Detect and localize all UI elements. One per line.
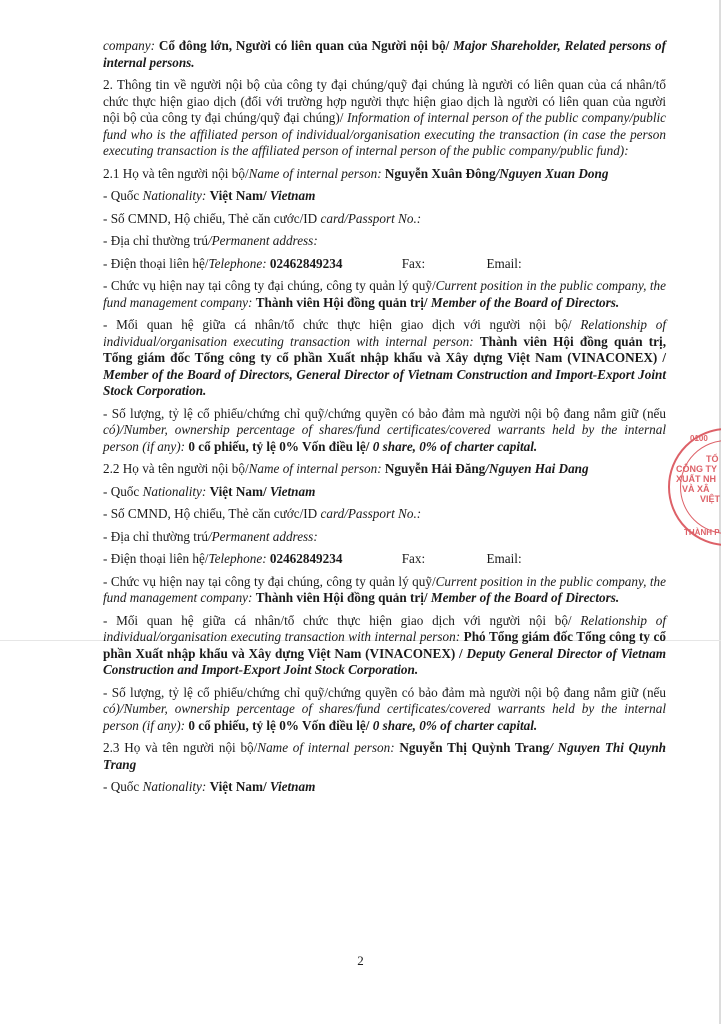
seal-top-text: 0100: [690, 434, 708, 443]
person-1-phone: - Điện thoại liên hệ/Telephone: 02462849234 Fax: Email:: [103, 255, 522, 271]
person-2-relationship: - Mối quan hệ giữa cá nhân/tổ chức thực hiện giao dịch với người nội bộ/ Relationship of individual/organisation executing transaction with internal person: Phó Tổng giám đốc Tổng công ty cổ phần Xuất nhập khẩu và Xây dựng Việt Nam (VINACONEX) / Deputy General Director of Vietnam Construction and Import-Export Joint Stock Corporation.: [103, 612, 667, 677]
person-1-relationship: - Mối quan hệ giữa cá nhân/tổ chức thực hiện giao dịch với người nội bộ/ Relationship of individual/organisation executing transaction with internal person: Thành viên Hội đồng quản trị, Tổng giám đốc Tổng công ty cổ phần Xuất nhập khẩu và Xây dựng Việt Nam (VINACONEX) / Member of the Board of Directors, General Director of Vietnam Construction and Import-Export Joint Stock Corporation.: [103, 317, 666, 398]
page-number: 2: [357, 953, 364, 968]
person-2-id: - Số CMND, Hộ chiếu, Thẻ căn cước/ID card/Passport No.:: [103, 506, 422, 521]
person-1-id: - Số CMND, Hộ chiếu, Thẻ căn cước/ID card/Passport No.:: [103, 210, 422, 226]
section-2-heading: 2. Thông tin về người nội bộ của công ty đại chúng/quỹ đại chúng là người có liên quan của cá nhân/tổ chức thực hiện giao dịch (đối với trường hợp người thực hiện giao dịch là người có liên quan của người nội bộ của công ty đại chúng/quỹ đại chúng)/ Information of internal person of the public company/public fund who is the affiliated person of individual/organisation executing the transaction (in case the person executing transaction is the affiliated person of internal person of the public company/public fund):: [103, 77, 667, 158]
person-2-nationality: - Quốc Nationality: Việt Nam/ Vietnam: [103, 483, 316, 499]
header-continuation: company: Cổ đông lớn, Người có liên quan của Người nội bộ/ Major Shareholder, Related persons of internal persons.: [103, 38, 666, 70]
person-2-phone: - Điện thoại liên hệ/Telephone: 02462849234 Fax: Email:: [103, 551, 522, 566]
person-3-name: 2.3 Họ và tên người nội bộ/Name of internal person: Nguyễn Thị Quỳnh Trang/ Nguyen Thi Quynh Trang: [103, 740, 667, 772]
person-1-ownership: - Số lượng, tỷ lệ cổ phiếu/chứng chỉ quỹ/chứng quyền có bảo đảm mà người nội bộ đang nắm giữ (nếu có)/Number, ownership percentage of shares/fund certificates/covered warrants held by the internal person (if any): 0 cổ phiếu, tỷ lệ 0% Vốn điều lệ/ 0 share, 0% of charter capital.: [103, 405, 666, 454]
person-3-nationality: - Quốc Nationality: Việt Nam/ Vietnam: [103, 779, 316, 794]
person-2-address: - Địa chỉ thường trú/Permanent address:: [103, 528, 318, 544]
person-1-nationality: - Quốc Nationality: Việt Nam/ Vietnam: [103, 188, 316, 203]
person-1-address: - Địa chỉ thường trú/Permanent address:: [103, 233, 318, 248]
seal-bottom-text: THÀNH P: [684, 528, 720, 537]
person-2-name: 2.2 Họ và tên người nội bộ/Name of internal person: Nguyễn Hải Đăng/Nguyen Hai Dang: [103, 461, 589, 476]
person-1-name: 2.1 Họ và tên người nội bộ/Name of internal person: Nguyễn Xuân Đông/Nguyen Xuan Dong: [103, 165, 609, 181]
person-2-ownership: - Số lượng, tỷ lệ cổ phiếu/chứng chỉ quỹ/chứng quyền có bảo đảm mà người nội bộ đang nắm giữ (nếu có)/Number, ownership percentage of shares/fund certificates/covered warrants held by the internal person (if any): 0 cổ phiếu, tỷ lệ 0% Vốn điều lệ/ 0 share, 0% of charter capital.: [103, 684, 666, 733]
company-seal-stamp: [668, 428, 721, 546]
person-1-position: - Chức vụ hiện nay tại công ty đại chúng, công ty quản lý quỹ/Current position in the public company, the fund management company: Thành viên Hội đồng quản trị/ Member of the Board of Directors.: [103, 278, 667, 310]
person-2-position: - Chức vụ hiện nay tại công ty đại chúng, công ty quản lý quỹ/Current position in the public company, the fund management company: Thành viên Hội đồng quản trị/ Member of the Board of Directors.: [103, 573, 667, 605]
seal-center-text: TỔ CÔNG TY XUẤT NH VÀ XÂ VIỆT: [676, 454, 721, 504]
document-body: [103, 38, 666, 802]
